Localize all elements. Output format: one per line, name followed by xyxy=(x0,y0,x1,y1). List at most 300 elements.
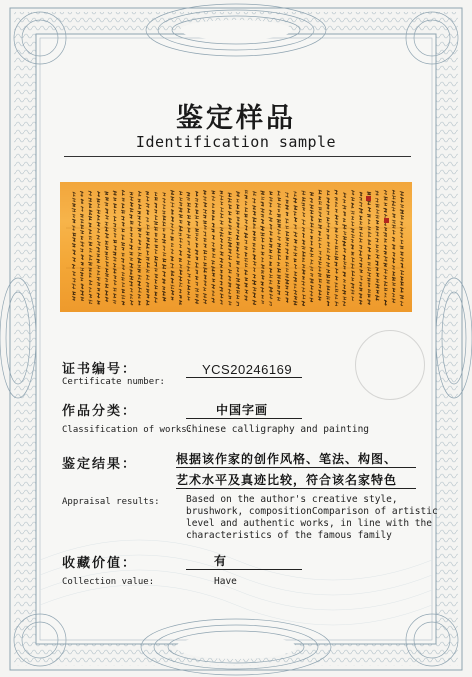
calligraphy-stroke xyxy=(352,297,355,301)
calligraphy-stroke xyxy=(261,282,264,286)
calligraphy-stroke xyxy=(359,300,362,304)
calligraphy-stroke xyxy=(245,263,248,267)
calligraphy-stroke xyxy=(146,232,150,236)
calligraphy-stroke xyxy=(400,210,404,214)
calligraphy-stroke xyxy=(286,256,289,260)
calligraphy-stroke xyxy=(195,238,198,241)
calligraphy-stroke xyxy=(121,229,124,232)
classification-label-en: Classification of works: xyxy=(62,425,193,435)
calligraphy-stroke xyxy=(195,276,198,280)
calligraphy-stroke xyxy=(293,277,297,282)
calligraphy-stroke xyxy=(162,265,166,269)
calligraphy-stroke xyxy=(155,292,158,296)
classification-underline xyxy=(186,418,302,419)
calligraphy-stroke xyxy=(154,262,157,267)
calligraphy-stroke xyxy=(146,289,149,293)
calligraphy-stroke xyxy=(179,244,182,248)
calligraphy-stroke xyxy=(253,211,256,215)
calligraphy-stroke xyxy=(138,199,141,202)
calligraphy-stroke xyxy=(401,240,404,244)
calligraphy-stroke xyxy=(335,209,338,213)
calligraphy-stroke xyxy=(89,255,93,260)
calligraphy-stroke xyxy=(105,269,108,273)
calligraphy-stroke xyxy=(171,190,175,195)
calligraphy-stroke xyxy=(89,216,93,220)
calligraphy-stroke xyxy=(375,238,378,242)
calligraphy-stroke xyxy=(285,291,289,295)
calligraphy-stroke xyxy=(351,252,354,255)
calligraphy-stroke xyxy=(195,229,199,232)
calligraphy-stroke xyxy=(130,294,133,299)
calligraphy-stroke xyxy=(163,193,166,197)
calligraphy-stroke xyxy=(253,293,256,298)
calligraphy-stroke xyxy=(89,280,93,285)
calligraphy-stroke xyxy=(277,243,281,247)
calligraphy-stroke xyxy=(138,275,142,280)
calligraphy-stroke xyxy=(319,279,323,283)
calligraphy-stroke xyxy=(277,280,280,284)
calligraphy-stroke xyxy=(155,197,158,200)
calligraphy-stroke xyxy=(252,248,255,253)
calligraphy-stroke xyxy=(212,235,215,240)
calligraphy-stroke xyxy=(368,207,371,212)
calligraphy-stroke xyxy=(319,190,322,194)
calligraphy-stroke xyxy=(261,197,264,200)
appraisal-label-en: Appraisal results: xyxy=(62,497,160,507)
calligraphy-stroke xyxy=(146,270,150,273)
calligraphy-stroke xyxy=(326,229,329,232)
calligraphy-stroke xyxy=(220,294,224,299)
calligraphy-stroke xyxy=(113,264,116,268)
calligraphy-stroke xyxy=(261,287,265,292)
calligraphy-stroke xyxy=(310,248,314,253)
calligraphy-stroke xyxy=(138,221,142,226)
calligraphy-stroke xyxy=(342,225,346,230)
calligraphy-stroke xyxy=(212,204,215,209)
calligraphy-stroke xyxy=(285,219,289,224)
calligraphy-stroke xyxy=(105,209,108,214)
calligraphy-stroke xyxy=(359,216,362,220)
calligraphy-stroke xyxy=(195,282,198,286)
calligraphy-stroke xyxy=(261,245,264,250)
calligraphy-stroke xyxy=(72,272,75,276)
calligraphy-stroke xyxy=(293,301,297,305)
calligraphy-stroke xyxy=(375,204,379,207)
calligraphy-stroke xyxy=(261,258,264,263)
calligraphy-stroke xyxy=(146,282,149,287)
calligraphy-stroke xyxy=(376,290,379,294)
calligraphy-stroke xyxy=(80,231,84,235)
calligraphy-stroke xyxy=(368,240,371,245)
calligraphy-stroke xyxy=(400,257,404,261)
calligraphy-stroke xyxy=(171,249,174,254)
calligraphy-stroke xyxy=(277,214,281,217)
calligraphy-stroke xyxy=(376,232,380,237)
calligraphy-stroke xyxy=(146,238,150,242)
calligraphy-stroke xyxy=(294,264,297,269)
calligraphy-stroke xyxy=(129,245,133,250)
appraisal-value-en-line4: characteristics of the famous family xyxy=(186,530,392,541)
calligraphy-stroke xyxy=(130,197,134,201)
calligraphy-stroke xyxy=(310,205,314,209)
calligraphy-stroke xyxy=(195,270,198,274)
calligraphy-stroke xyxy=(392,283,396,286)
calligraphy-stroke xyxy=(335,283,338,288)
calligraphy-stroke xyxy=(359,270,362,273)
calligraphy-stroke xyxy=(343,272,346,277)
calligraphy-stroke xyxy=(294,290,298,295)
calligraphy-stroke xyxy=(376,250,379,253)
calligraphy-stroke xyxy=(105,233,109,238)
calligraphy-stroke xyxy=(137,269,141,273)
calligraphy-stroke xyxy=(162,287,165,290)
calligraphy-stroke xyxy=(384,208,388,212)
calligraphy-stroke xyxy=(294,212,297,216)
calligraphy-stroke xyxy=(326,204,329,209)
calligraphy-stroke xyxy=(319,251,322,255)
calligraphy-stroke xyxy=(203,215,206,218)
red-seal-mark xyxy=(384,218,389,223)
calligraphy-stroke xyxy=(97,277,101,281)
calligraphy-stroke xyxy=(351,283,355,288)
calligraphy-stroke xyxy=(351,211,355,215)
calligraphy-stroke xyxy=(122,247,125,250)
calligraphy-stroke xyxy=(171,210,174,215)
calligraphy-stroke xyxy=(302,276,305,279)
calligraphy-stroke xyxy=(367,278,371,281)
calligraphy-stroke xyxy=(72,284,76,289)
calligraphy-stroke xyxy=(105,192,109,195)
artwork-image xyxy=(60,182,412,312)
calligraphy-stroke xyxy=(89,300,93,304)
calligraphy-stroke xyxy=(236,261,240,265)
calligraphy-stroke xyxy=(113,252,117,256)
calligraphy-stroke xyxy=(195,216,199,219)
calligraphy-stroke xyxy=(286,212,289,216)
calligraphy-stroke xyxy=(244,240,247,244)
classification-value-cn: 中国字画 xyxy=(216,403,269,417)
calligraphy-stroke xyxy=(293,232,297,237)
calligraphy-stroke xyxy=(212,254,216,258)
calligraphy-stroke xyxy=(236,242,239,245)
calligraphy-stroke xyxy=(130,258,134,261)
calligraphy-stroke xyxy=(392,196,396,200)
calligraphy-stroke xyxy=(105,284,109,288)
calligraphy-stroke xyxy=(196,257,199,261)
calligraphy-stroke xyxy=(359,239,363,243)
calligraphy-stroke xyxy=(187,215,191,219)
calligraphy-stroke xyxy=(260,191,264,195)
calligraphy-stroke xyxy=(383,263,387,267)
calligraphy-stroke xyxy=(392,220,396,224)
calligraphy-stroke xyxy=(253,255,256,260)
calligraphy-stroke xyxy=(261,219,264,224)
calligraphy-stroke xyxy=(253,287,257,291)
calligraphy-stroke xyxy=(204,244,207,248)
calligraphy-stroke xyxy=(170,237,174,241)
calligraphy-stroke xyxy=(294,272,297,276)
calligraphy-stroke xyxy=(187,292,190,295)
calligraphy-stroke xyxy=(301,281,305,286)
calligraphy-stroke xyxy=(286,238,290,241)
calligraphy-stroke xyxy=(335,302,339,306)
calligraphy-stroke xyxy=(220,221,224,225)
calligraphy-stroke xyxy=(244,214,248,217)
calligraphy-stroke xyxy=(187,254,191,258)
calligraphy-stroke xyxy=(269,238,272,242)
calligraphy-stroke xyxy=(163,259,167,262)
calligraphy-stroke xyxy=(179,258,182,262)
calligraphy-stroke xyxy=(269,231,272,235)
calligraphy-stroke xyxy=(146,257,150,261)
calligraphy-stroke xyxy=(146,196,149,201)
calligraphy-stroke xyxy=(179,202,182,206)
calligraphy-stroke xyxy=(113,240,117,243)
calligraphy-stroke xyxy=(162,198,165,203)
calligraphy-stroke xyxy=(351,245,354,250)
calligraphy-stroke xyxy=(89,242,93,246)
calligraphy-stroke xyxy=(310,223,314,228)
calligraphy-stroke xyxy=(88,198,92,202)
calligraphy-stroke xyxy=(130,221,134,224)
calligraphy-stroke xyxy=(138,234,141,238)
calligraphy-stroke xyxy=(113,204,116,208)
calligraphy-stroke xyxy=(122,301,125,305)
calligraphy-stroke xyxy=(335,215,339,220)
calligraphy-stroke xyxy=(212,279,215,282)
calligraphy-stroke xyxy=(343,200,346,204)
calligraphy-stroke xyxy=(285,249,289,255)
calligraphy-stroke xyxy=(163,216,167,221)
calligraphy-stroke xyxy=(203,202,207,207)
calligraphy-stroke xyxy=(220,275,223,280)
calligraphy-stroke xyxy=(211,284,215,288)
calligraphy-stroke xyxy=(327,286,331,291)
calligraphy-stroke xyxy=(334,262,337,266)
calligraphy-stroke xyxy=(269,217,273,221)
calligraphy-stroke xyxy=(187,198,191,201)
calligraphy-stroke xyxy=(80,191,83,196)
calligraphy-stroke xyxy=(162,271,165,277)
calligraphy-stroke xyxy=(342,241,346,246)
calligraphy-stroke xyxy=(285,193,289,198)
faint-seal-stamp xyxy=(355,330,425,400)
calligraphy-stroke xyxy=(96,235,100,239)
calligraphy-stroke xyxy=(236,192,240,197)
calligraphy-stroke xyxy=(335,239,338,244)
calligraphy-stroke xyxy=(163,234,166,238)
calligraphy-stroke xyxy=(97,241,101,245)
calligraphy-stroke xyxy=(260,233,264,236)
calligraphy-stroke xyxy=(261,238,264,243)
calligraphy-stroke xyxy=(130,227,133,231)
calligraphy-stroke xyxy=(72,258,75,262)
calligraphy-stroke xyxy=(163,297,167,301)
calligraphy-stroke xyxy=(236,290,240,293)
calligraphy-stroke xyxy=(146,225,149,230)
calligraphy-stroke xyxy=(163,205,166,210)
calligraphy-stroke xyxy=(97,293,100,298)
calligraphy-stroke xyxy=(400,192,404,196)
calligraphy-stroke xyxy=(154,222,158,225)
calligraphy-stroke xyxy=(400,222,403,226)
calligraphy-stroke xyxy=(393,252,396,256)
calligraphy-stroke xyxy=(97,254,100,257)
calligraphy-stroke xyxy=(187,235,191,239)
calligraphy-stroke xyxy=(318,290,322,295)
calligraphy-stroke xyxy=(400,252,404,256)
calligraphy-stroke xyxy=(310,210,314,214)
calligraphy-stroke xyxy=(203,294,207,299)
calligraphy-stroke xyxy=(302,252,306,257)
calligraphy-stroke xyxy=(302,207,305,210)
calligraphy-stroke xyxy=(384,203,388,206)
calligraphy-stroke xyxy=(261,252,265,255)
calligraphy-stroke xyxy=(269,294,273,299)
calligraphy-stroke xyxy=(302,191,306,195)
calligraphy-stroke xyxy=(220,300,223,305)
calligraphy-stroke xyxy=(400,277,403,281)
calligraphy-stroke xyxy=(368,289,371,292)
calligraphy-stroke xyxy=(154,268,157,271)
certificate-label-cn: 证书编号： xyxy=(62,362,138,377)
calligraphy-stroke xyxy=(285,262,289,266)
calligraphy-stroke xyxy=(326,296,330,299)
calligraphy-stroke xyxy=(228,237,232,241)
calligraphy-stroke xyxy=(81,255,84,260)
calligraphy-stroke xyxy=(72,244,76,248)
calligraphy-stroke xyxy=(335,276,338,280)
calligraphy-stroke xyxy=(368,283,371,288)
calligraphy-stroke xyxy=(146,210,149,215)
calligraphy-stroke xyxy=(105,241,108,245)
calligraphy-stroke xyxy=(105,297,108,302)
calligraphy-stroke xyxy=(89,204,92,209)
calligraphy-stroke xyxy=(252,243,255,247)
calligraphy-stroke xyxy=(351,197,355,201)
calligraphy-stroke xyxy=(293,198,297,203)
calligraphy-stroke xyxy=(212,249,216,252)
calligraphy-stroke xyxy=(260,209,264,213)
calligraphy-stroke xyxy=(155,245,159,248)
calligraphy-stroke xyxy=(113,191,117,195)
calligraphy-stroke xyxy=(170,203,174,208)
calligraphy-stroke xyxy=(318,266,321,271)
calligraphy-stroke xyxy=(310,298,314,302)
calligraphy-stroke xyxy=(343,212,346,216)
calligraphy-stroke xyxy=(72,278,76,282)
calligraphy-stroke xyxy=(146,275,149,280)
calligraphy-stroke xyxy=(335,295,338,300)
calligraphy-stroke xyxy=(376,245,379,248)
calligraphy-stroke xyxy=(310,241,313,246)
calligraphy-stroke xyxy=(106,262,109,267)
calligraphy-stroke xyxy=(277,249,281,254)
calligraphy-stroke xyxy=(122,265,125,270)
calligraphy-stroke xyxy=(228,276,231,281)
calligraphy-stroke xyxy=(343,255,346,261)
calligraphy-stroke xyxy=(105,203,109,207)
calligraphy-stroke xyxy=(261,301,264,304)
calligraphy-stroke xyxy=(195,263,199,269)
calligraphy-stroke xyxy=(89,287,92,292)
calligraphy-stroke xyxy=(269,210,272,215)
calligraphy-stroke xyxy=(113,198,116,201)
calligraphy-stroke xyxy=(121,210,125,213)
calligraphy-stroke xyxy=(80,272,83,276)
calligraphy-stroke xyxy=(171,243,174,247)
calligraphy-stroke xyxy=(179,276,183,281)
collection-value-en: Have xyxy=(214,576,237,587)
calligraphy-stroke xyxy=(286,298,289,303)
calligraphy-stroke xyxy=(244,270,248,275)
calligraphy-stroke xyxy=(146,217,149,222)
calligraphy-stroke xyxy=(170,263,174,268)
calligraphy-stroke xyxy=(195,294,198,297)
calligraphy-stroke xyxy=(343,266,346,270)
calligraphy-stroke xyxy=(97,271,100,276)
calligraphy-stroke xyxy=(155,192,158,196)
calligraphy-stroke xyxy=(138,191,141,196)
calligraphy-stroke xyxy=(105,227,109,232)
title-english: Identification sample xyxy=(135,133,337,151)
calligraphy-stroke xyxy=(179,289,182,293)
calligraphy-stroke xyxy=(368,255,371,260)
certificate-label-en: Certificate number: xyxy=(62,377,165,387)
calligraphy-stroke xyxy=(211,298,214,303)
calligraphy-stroke xyxy=(343,301,346,306)
calligraphy-stroke xyxy=(269,250,272,253)
calligraphy-stroke xyxy=(162,291,165,296)
calligraphy-stroke xyxy=(113,294,116,298)
calligraphy-stroke xyxy=(187,228,190,233)
calligraphy-stroke xyxy=(376,255,380,259)
calligraphy-stroke xyxy=(311,260,314,265)
calligraphy-stroke xyxy=(122,198,125,201)
calligraphy-stroke xyxy=(343,279,346,282)
calligraphy-stroke xyxy=(335,197,338,200)
calligraphy-stroke xyxy=(392,299,396,303)
classification-label-cn: 作品分类： xyxy=(62,404,138,419)
calligraphy-stroke xyxy=(310,229,314,233)
calligraphy-stroke xyxy=(138,287,142,293)
calligraphy-stroke xyxy=(351,278,354,281)
calligraphy-stroke xyxy=(392,190,395,194)
calligraphy-stroke xyxy=(203,197,207,201)
calligraphy-stroke xyxy=(122,190,125,196)
calligraphy-stroke xyxy=(236,278,240,282)
calligraphy-stroke xyxy=(211,267,215,272)
calligraphy-stroke xyxy=(310,285,313,289)
calligraphy-stroke xyxy=(154,286,158,290)
calligraphy-stroke xyxy=(89,210,92,215)
calligraphy-stroke xyxy=(236,199,239,203)
calligraphy-stroke xyxy=(392,214,395,218)
calligraphy-stroke xyxy=(244,195,247,199)
calligraphy-stroke xyxy=(155,280,158,284)
calligraphy-stroke xyxy=(301,203,305,206)
calligraphy-stroke xyxy=(319,243,322,248)
calligraphy-stroke xyxy=(97,204,100,208)
calligraphy-stroke xyxy=(179,238,183,243)
calligraphy-stroke xyxy=(203,191,206,195)
calligraphy-stroke xyxy=(113,300,117,304)
calligraphy-stroke xyxy=(89,268,92,272)
calligraphy-stroke xyxy=(155,233,158,237)
calligraphy-stroke xyxy=(384,293,387,298)
calligraphy-stroke xyxy=(343,285,346,289)
calligraphy-stroke xyxy=(187,192,191,196)
